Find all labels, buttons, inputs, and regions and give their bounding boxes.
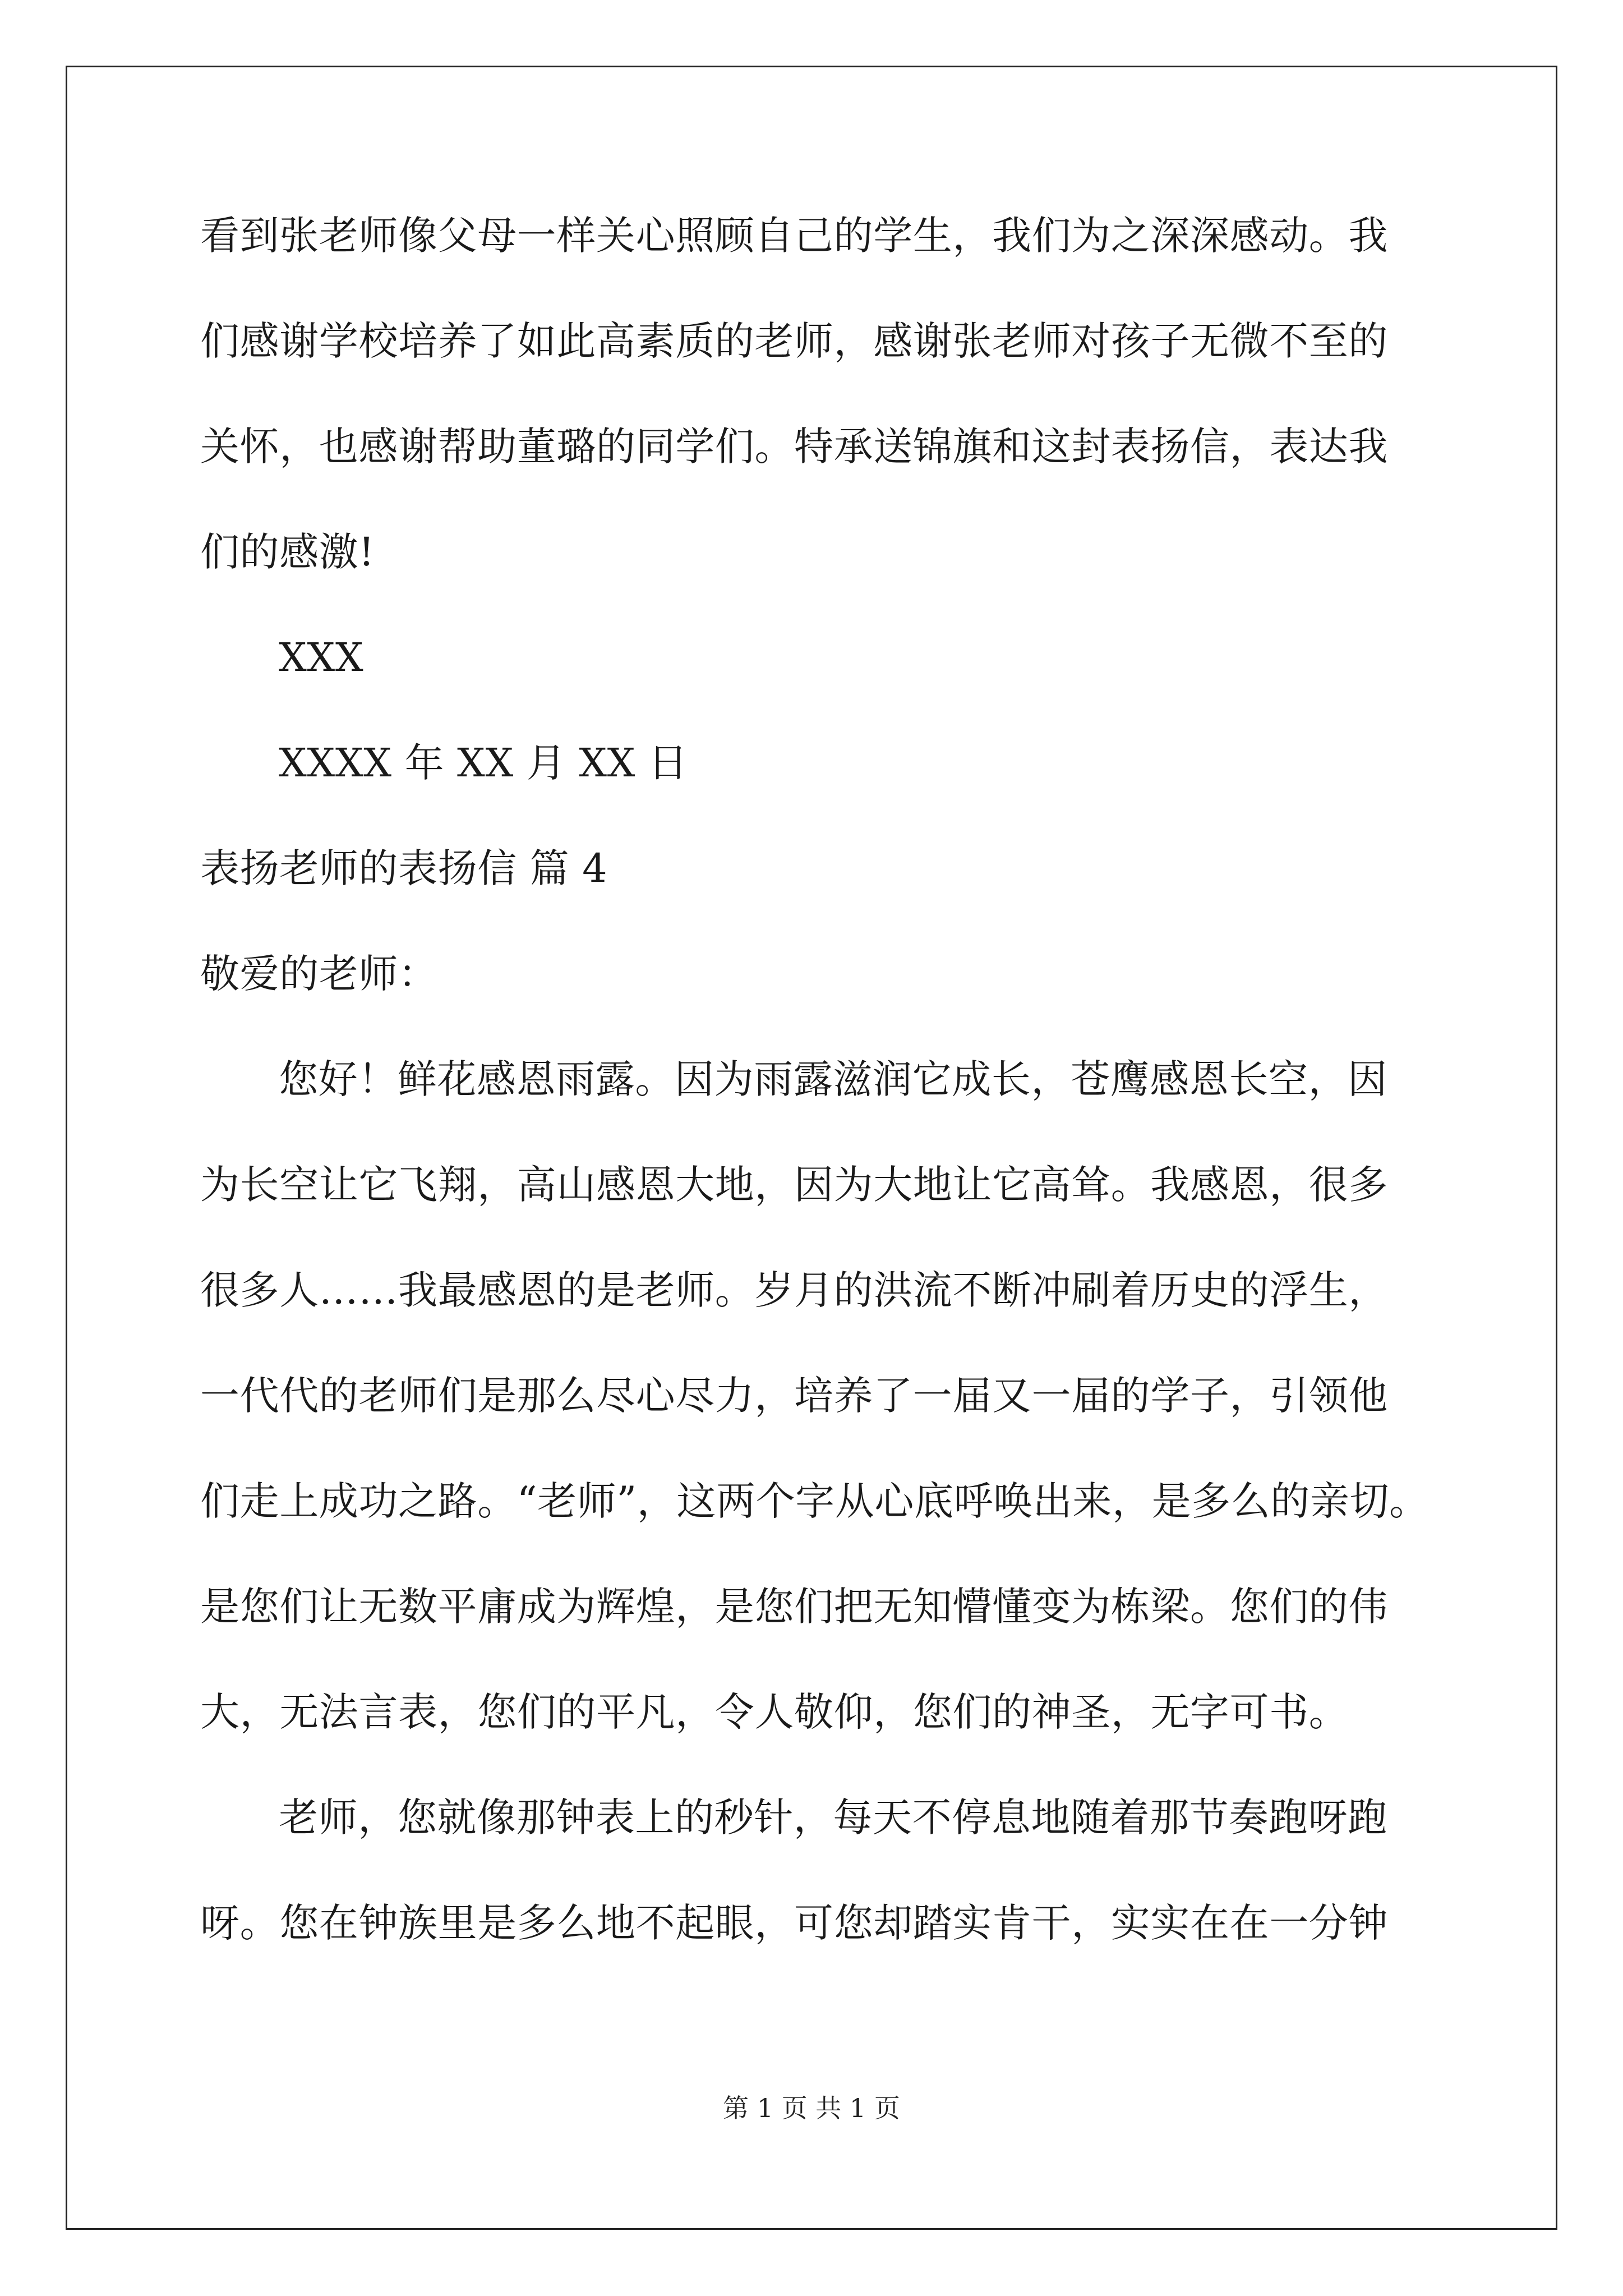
text-line-16: 老师，您就像那钟表上的秒针，每天不停息地随着那节奏跑呀跑 bbox=[279, 1795, 1387, 1841]
text-line-12: 一代代的老师们是那么尽心尽力，培养了一届又一届的学子，引领他 bbox=[200, 1373, 1388, 1419]
document-body bbox=[200, 213, 1434, 2009]
text-line-13: 们走上成功之路。“老师”，这两个字从心底呼唤出来，是多么的亲切。 bbox=[200, 1478, 1429, 1524]
text-line-1: 看到张老师像父母一样关心照顾自己的学生，我们为之深深感动。我 bbox=[200, 213, 1388, 259]
page-number-footer: 第 1 页 共 1 页 bbox=[723, 2093, 900, 2123]
text-line-2: 们感谢学校培养了如此高素质的老师，感谢张老师对孩子无微不至的 bbox=[200, 318, 1388, 364]
text-line-15: 大，无法言表，您们的平凡，令人敬仰，您们的神圣，无字可书。 bbox=[200, 1689, 1349, 1735]
text-line-9: 您好！鲜花感恩雨露。因为雨露滋润它成长，苍鹰感恩长空，因 bbox=[279, 1056, 1387, 1102]
salutation: 敬爱的老师： bbox=[200, 951, 438, 997]
text-line-3: 关怀，也感谢帮助董璐的同学们。特承送锦旗和这封表扬信，表达我 bbox=[200, 424, 1388, 470]
text-line-10: 为长空让它飞翔，高山感恩大地，因为大地让它高耸。我感恩，很多 bbox=[200, 1162, 1388, 1208]
text-line-14: 是您们让无数平庸成为辉煌，是您们把无知懵懂变为栋梁。您们的伟 bbox=[200, 1584, 1388, 1630]
section-heading: 表扬老师的表扬信 篇 4 bbox=[200, 845, 608, 891]
signature-name: XXX bbox=[279, 634, 364, 680]
text-line-4: 们的感激! bbox=[200, 529, 375, 575]
text-line-17: 呀。您在钟族里是多么地不起眼，可您却踏实肯干，实实在在一分钟 bbox=[200, 1900, 1388, 1946]
signature-date: XXXX 年 XX 月 XX 日 bbox=[279, 740, 688, 786]
text-line-11: 很多人……我最感恩的是老师。岁月的洪流不断冲刷着历史的浮生， bbox=[200, 1267, 1388, 1313]
